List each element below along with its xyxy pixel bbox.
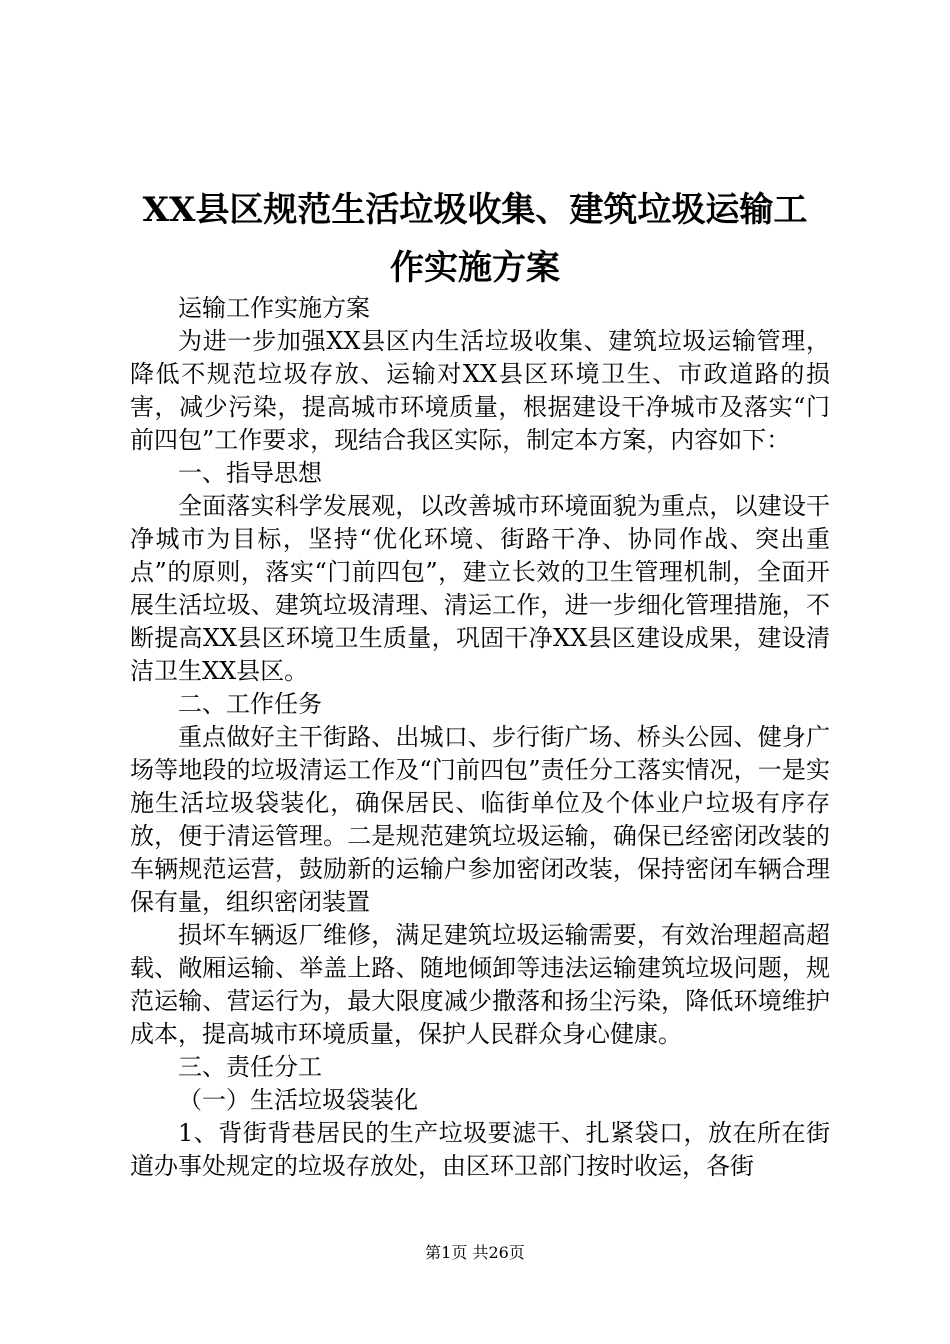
paragraph-intro: 为进一步加强XX县区内生活垃圾收集、建筑垃圾运输管理，降低不规范垃圾存放、运输对XX县区环境卫生、市政道路的损害，减少污染，提高城市环境质量，根据建设干净城市及落实“门前四包”工作要求，现结合我区实际，制定本方案，内容如下：: [130, 327, 830, 454]
paragraph-work-tasks: 重点做好主干街路、出城口、步行街广场、桥头公园、健身广场等地段的垃圾清运工作及“门前四包”责任分工落实情况，一是实施生活垃圾袋装化，确保居民、临街单位及个体业户垃圾有序存放，便于清运管理。二是规范建筑垃圾运输，确保已经密闭改装的车辆规范运营，鼓励新的运输户参加密闭改装，保持密闭车辆合理保有量，组织密闭装置: [130, 723, 830, 916]
paragraph-subtitle: 运输工作实施方案: [178, 294, 370, 322]
document-title-line-2: 作实施方案: [390, 248, 560, 288]
document-body: [130, 292, 830, 1183]
paragraph-work-tasks-continued: 损坏车辆返厂维修，满足建筑垃圾运输需要，有效治理超高超载、敞厢运输、举盖上路、随地倾卸等违法运输建筑垃圾问题，规范运输、营运行为，最大限度减少撒落和扬尘污染，降低环境维护成本，提高城市环境质量，保护人民群众身心健康。: [130, 921, 830, 1048]
section-heading-guiding-ideology: 一、指导思想: [178, 459, 322, 487]
paragraph-guiding-ideology: 全面落实科学发展观，以改善城市环境面貌为重点，以建设干净城市为目标，坚持“优化环境、街路干净、协同作战、突出重点”的原则，落实“门前四包”，建立长效的卫生管理机制，全面开展生活垃圾、建筑垃圾清理、清运工作，进一步细化管理措施，不断提高XX县区环境卫生质量，巩固干净XX县区建设成果，建设清洁卫生XX县区。: [130, 492, 830, 685]
subsection-heading-bagging: （一）生活垃圾袋装化: [178, 1086, 418, 1114]
paragraph-item-1: 1、背街背巷居民的生产垃圾要滤干、扎紧袋口，放在所在街道办事处规定的垃圾存放处，由区环卫部门按时收运，各街: [130, 1119, 830, 1180]
section-heading-responsibilities: 三、责任分工: [178, 1053, 322, 1081]
page-footer: 第1页 共26页: [425, 1243, 525, 1262]
section-heading-work-tasks: 二、工作任务: [178, 690, 322, 718]
document-title-line-1: XX县区规范生活垃圾收集、建筑垃圾运输工: [142, 190, 808, 230]
